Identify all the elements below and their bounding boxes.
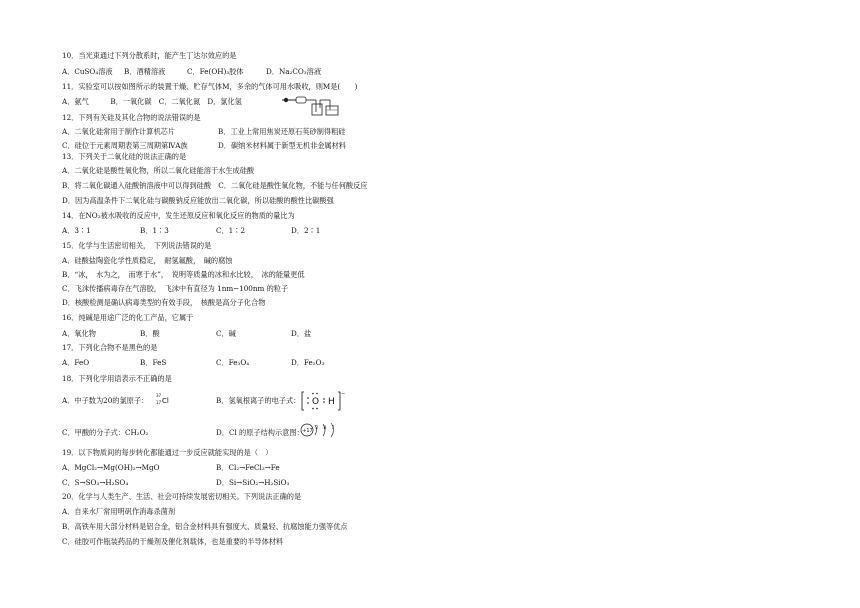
q14-option-c: C．1∶2 — [216, 226, 246, 235]
q18-option-a: A．中子数为20的氯原子： — [62, 396, 149, 405]
chlorine-atom-structure-diagram — [300, 422, 342, 438]
q10-option-c: C．Fe(OH)₃胶体 — [187, 67, 244, 76]
q18-option-c: C．甲酸的分子式：CH₂O₂ — [62, 428, 149, 437]
q17-option-d: D．Fe₂O₃ — [291, 358, 325, 367]
atom-shell-2: 8 — [323, 426, 327, 431]
q10-option-a: A．CuSO₄溶液 — [62, 67, 113, 76]
q20-option-a: A．自来水厂常用明矾作消毒杀菌剂 — [62, 507, 176, 516]
q15-stem: 15．化学与生活密切相关， 下列说法错误的是 — [62, 241, 212, 250]
q19-option-a: A．MgCl₂→Mg(OH)₂→MgO — [62, 463, 160, 472]
q17-option-a: A．FeO — [62, 358, 90, 367]
q18-option-d: D．Cl 的原子结构示意图： — [216, 428, 304, 437]
isotope-atomic-number: 17 — [156, 400, 162, 405]
q13-option-a: A．二氧化硅是酸性氧化物，所以二氧化硅能溶于水生成硅酸 — [62, 166, 255, 175]
q12-option-d: D．碳纳米材料属于新型无机非金属材料 — [218, 141, 346, 150]
q11-stem: 11．实验室可以按如图所示的装置干燥、贮存气体M，多余的气体可用水吸收，则M是( ) — [62, 82, 358, 91]
q11-options: A．氨气 B．一氧化碳 C．二氧化氮 D．氯化氢 — [62, 97, 242, 106]
lewis-charge: − — [341, 391, 346, 397]
q20-option-c: C．硅胶可作瓶装药品的干燥剂及催化剂载体，也是重要的半导体材料 — [62, 537, 284, 546]
q19-option-d: D．Si→SiO₂→H₂SiO₃ — [216, 478, 290, 487]
q16-option-a: A．氧化物 — [62, 329, 96, 338]
q15-option-b: B．“冰， 水为之， 而寒于水”， 说明等质量的冰和水比较， 冰的能量更低 — [62, 270, 305, 279]
lewis-oxygen-symbol: O — [312, 397, 320, 407]
q17-stem: 17．下列化合物不是黑色的是 — [62, 343, 158, 352]
isotope-mass-number: 37 — [156, 393, 162, 398]
q17-option-b: B．FeS — [140, 358, 167, 367]
q16-option-d: D．盐 — [291, 329, 312, 338]
q13-stem: 13．下列关于二氧化硅的说法正确的是 — [62, 152, 187, 161]
q12-option-a: A．二氧化硅常用于制作计算机芯片 — [62, 127, 176, 136]
q10-stem: 10．当光束通过下列分散系时，能产生丁达尔效应的是 — [62, 51, 237, 60]
hydroxide-lewis-structure — [300, 390, 348, 412]
q19-option-b: B．Cl₂→FeCl₃→Fe — [216, 463, 280, 472]
q13-option-d: D．因为高温条件下二氧化硅与碳酸钠反应能放出二氧化碳，所以硅酸的酸性比碳酸强 — [62, 196, 334, 205]
q14-option-b: B．1∶3 — [140, 226, 169, 235]
q16-stem: 16．纯碱是用途广泛的化工产品，它属于 — [62, 313, 194, 322]
lewis-hydrogen-symbol: H — [328, 397, 335, 407]
q20-stem: 20．化学与人类生产、生活、社会可持续发展密切相关。下列说法正确的是 — [62, 492, 302, 501]
q17-option-c: C．Fe₃O₄ — [216, 358, 250, 367]
atom-shell-1: 2 — [315, 426, 319, 431]
q16-option-c: C．碱 — [216, 329, 236, 338]
q19-option-c: C．S→SO₃→H₂SO₄ — [62, 478, 129, 487]
q18-option-b: B．氢氧根离子的电子式： — [216, 396, 301, 405]
isotope-symbol: Cl — [162, 397, 169, 405]
q18-stem: 18．下列化学用语表示不正确的是 — [62, 374, 172, 383]
q15-option-a: A．硅酸盐陶瓷化学性质稳定， 耐氢氟酸， 碱的腐蚀 — [62, 256, 233, 265]
q15-option-c: C．飞沫传播病毒存在气溶胶， 飞沫中有直径为 1nm~100nm 的粒子 — [62, 284, 289, 293]
q19-stem: 19．以下物质间的每步转化都能通过一步反应就能实现的是（ ） — [62, 448, 273, 457]
atom-nucleus-charge: +17 — [302, 428, 313, 434]
atom-shell-3: 7 — [331, 426, 335, 431]
gas-apparatus-diagram — [282, 94, 344, 116]
chlorine-isotope-notation — [154, 391, 176, 407]
q12-option-b: B．工业上常用焦炭还原石英砂制得粗硅 — [218, 127, 346, 136]
q10-option-d: D．Na₂CO₃溶液 — [266, 67, 322, 76]
q12-stem: 12．下列有关硅及其化合物的说法错误的是 — [62, 113, 201, 122]
q20-option-b: B．高铁车用大部分材料是铝合金，铝合金材料具有强度大、质量轻、抗腐蚀能力强等优点 — [62, 522, 348, 531]
q13-option-b-c: B．将二氧化碳通入硅酸钠溶液中可以得到硅酸 C．二氧化硅是酸性氧化物，不能与任何酸反应 — [62, 181, 368, 190]
q10-option-b: B．酒精溶液 — [124, 67, 166, 76]
q14-stem: 14．在NO₂被水吸收的反应中，发生还原反应和氧化反应的物质的量比为 — [62, 211, 295, 220]
q15-option-d: D．核酸检测是确认病毒类型的有效手段， 核酸是高分子化合物 — [62, 298, 266, 307]
q14-option-a: A．3∶1 — [62, 226, 91, 235]
q14-option-d: D．2∶1 — [291, 226, 321, 235]
q16-option-b: B．酸 — [140, 329, 160, 338]
q12-option-c: C．硅位于元素周期表第三周期第ⅣA族 — [62, 141, 188, 150]
